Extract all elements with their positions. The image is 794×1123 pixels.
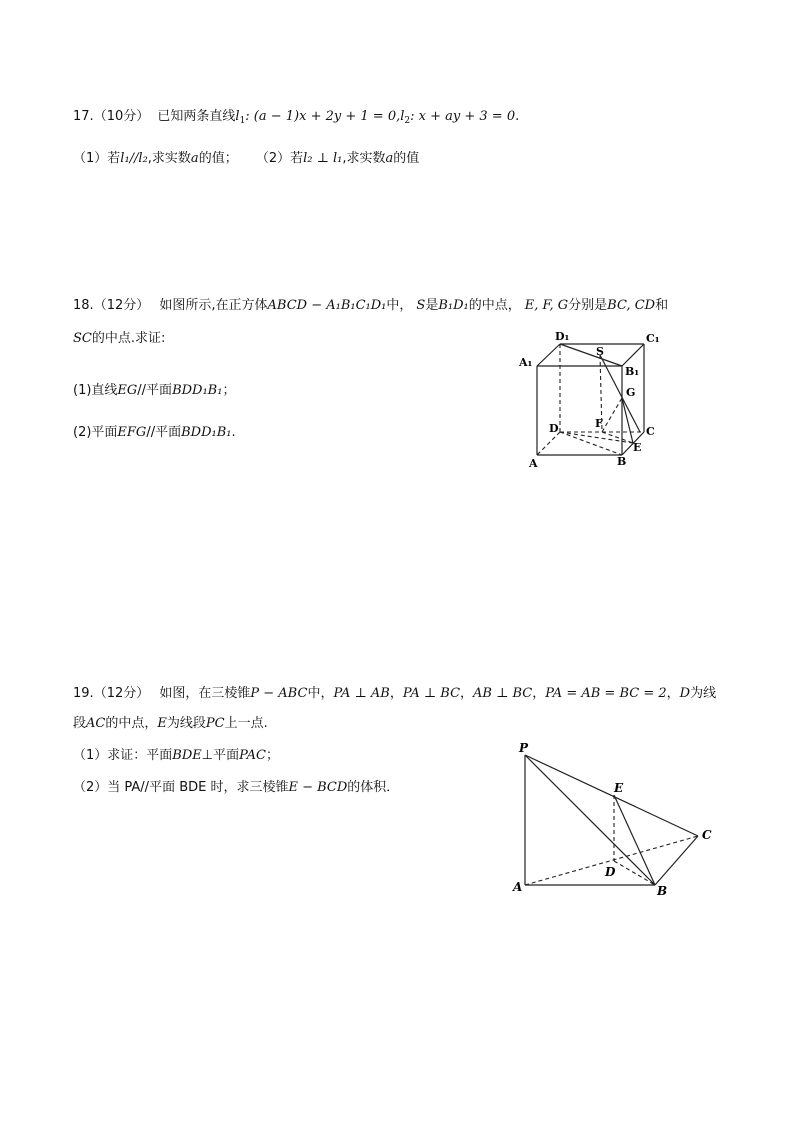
q18-cube: ABCD − A₁B₁C₁D₁ [267, 298, 387, 313]
q17-part2-label: （2）若 [255, 151, 304, 166]
q19-line2-d: 上一点. [224, 716, 268, 731]
q18-part1-plane: BDD₁B₁ [172, 383, 223, 398]
q17-l1: l [235, 109, 240, 124]
label-F: F [595, 417, 603, 430]
q18-mid2: 的中点， [468, 298, 521, 313]
q19-pc: PC [205, 716, 225, 731]
label-E: E [614, 781, 624, 795]
q19-part2 [73, 779, 399, 797]
q17-l2: l [400, 109, 405, 124]
label-B: B [657, 884, 668, 898]
q17-l2-equation: : x + ay + 3 = 0. [410, 109, 520, 124]
q17-l1-sub: 1 [239, 116, 246, 126]
q19-mid1: 中， [307, 686, 334, 701]
label-D: D [549, 422, 559, 435]
q18-part2 [73, 424, 236, 442]
label-B: B [617, 455, 627, 468]
q17-part2-var: a [385, 151, 394, 166]
q17-line2 [73, 150, 419, 168]
q19-part1-end: ； [265, 748, 279, 763]
label-G: G [626, 386, 636, 399]
q19-comma4: ， [666, 686, 680, 701]
q17-part1-var: a [190, 151, 199, 166]
q19-part1-label: （1）求证：平面 [73, 748, 173, 763]
q19-cond1: PA ⊥ AB [333, 686, 390, 701]
q17-part1-condition: l₁//l₂ [120, 151, 148, 166]
q18-end: 的中点.求证: [91, 331, 166, 346]
q19-part1-perp: ⊥平面 [201, 748, 240, 763]
q18-part1-end: ； [222, 383, 236, 398]
q19-line2-c: 为线段 [166, 716, 206, 731]
q18-number: 18. [73, 298, 94, 313]
q19-comma2: ， [460, 686, 474, 701]
label-S: S [596, 345, 604, 358]
q17-score: （10分） [93, 109, 150, 124]
pyramid-figure [508, 738, 723, 900]
q18-part1-label: (1)直线 [73, 383, 118, 398]
q17-l1-equation: : (a − 1)x + 2y + 1 = 0, [245, 109, 401, 124]
q18-part1-parallel: //平面 [137, 383, 173, 398]
label-B1: B₁ [625, 365, 640, 378]
q18-efg-points: E, F, G [524, 298, 569, 313]
q19-cond2: PA ⊥ BC [402, 686, 461, 701]
q17-number: 17. [73, 109, 94, 124]
q18-part1 [73, 382, 235, 400]
q17-part1-tail: ,求实数 [147, 151, 191, 166]
label-A: A [529, 457, 538, 470]
q18-part2-end: . [231, 425, 236, 440]
q19-pyramid: P − ABC [250, 686, 308, 701]
q18-line1 [73, 297, 668, 315]
q19-part1 [73, 747, 279, 765]
q18-b1d1: B₁D₁ [438, 298, 469, 313]
q18-sc: SC [73, 331, 92, 346]
label-A: A [513, 880, 523, 894]
q19-e: E [157, 716, 167, 731]
q19-line2-b: 的中点， [105, 716, 158, 731]
q19-part1-pac: PAC [239, 748, 266, 763]
q18-part1-eg: EG [117, 383, 138, 398]
q17-intro: 已知两条直线 [157, 109, 236, 124]
label-E: E [633, 441, 642, 454]
q17-line1 [73, 108, 519, 126]
q18-s: S [416, 298, 426, 313]
q19-score: （12分） [93, 686, 150, 701]
q19-cond4: PA = AB = BC = 2 [545, 686, 667, 701]
q19-part2-end: 的体积． [347, 780, 400, 795]
q17-part2-tail: ,求实数 [342, 151, 386, 166]
q19-d: D [679, 686, 691, 701]
q17-part2-end: 的值 [393, 151, 420, 166]
q19-part2-volume: E − BCD [288, 780, 348, 795]
q19-comma3: ， [532, 686, 546, 701]
q18-part2-efg: EFG [117, 425, 147, 440]
q17-part2-condition: l₂ ⊥ l₁ [303, 151, 343, 166]
q17-part1-end: 的值； [198, 151, 238, 166]
q18-line2 [73, 330, 165, 348]
q19-number: 19. [73, 686, 94, 701]
q19-comma1: ， [389, 686, 403, 701]
q19-cond3: AB ⊥ BC [473, 686, 533, 701]
label-C1: C₁ [646, 332, 660, 345]
q19-ac: AC [86, 716, 106, 731]
q18-mid3: 分别是 [568, 298, 608, 313]
q19-d-text: 为线 [690, 686, 717, 701]
label-D: D [605, 865, 616, 879]
q18-and: 和 [655, 298, 669, 313]
label-C: C [646, 425, 655, 438]
q19-intro: 如图，在三棱锥 [159, 686, 251, 701]
q18-part2-parallel: //平面 [146, 425, 182, 440]
q19-part2-label: （2）当 PA//平面 BDE 时，求三棱锥 [73, 780, 289, 795]
q18-part2-label: (2)平面 [73, 425, 118, 440]
cube-figure [515, 325, 675, 475]
q18-part2-plane: BDD₁B₁ [181, 425, 232, 440]
q17-part1-label: （1）若 [73, 151, 121, 166]
q18-s-text: 是 [425, 298, 439, 313]
q17-l2-sub: 2 [404, 116, 411, 126]
q18-intro: 如图所示,在正方体 [159, 298, 268, 313]
label-C: C [702, 828, 712, 842]
label-D1: D₁ [555, 330, 570, 343]
q18-score: （12分） [93, 298, 150, 313]
q18-edges: BC, CD [607, 298, 656, 313]
q19-part1-bde: BDE [172, 748, 202, 763]
q18-mid1: 中， [386, 298, 413, 313]
label-P: P [519, 741, 529, 755]
q19-line2-a: 段 [73, 716, 87, 731]
q19-line2 [73, 715, 268, 733]
label-A1: A₁ [519, 356, 533, 369]
q19-line1 [73, 685, 716, 703]
